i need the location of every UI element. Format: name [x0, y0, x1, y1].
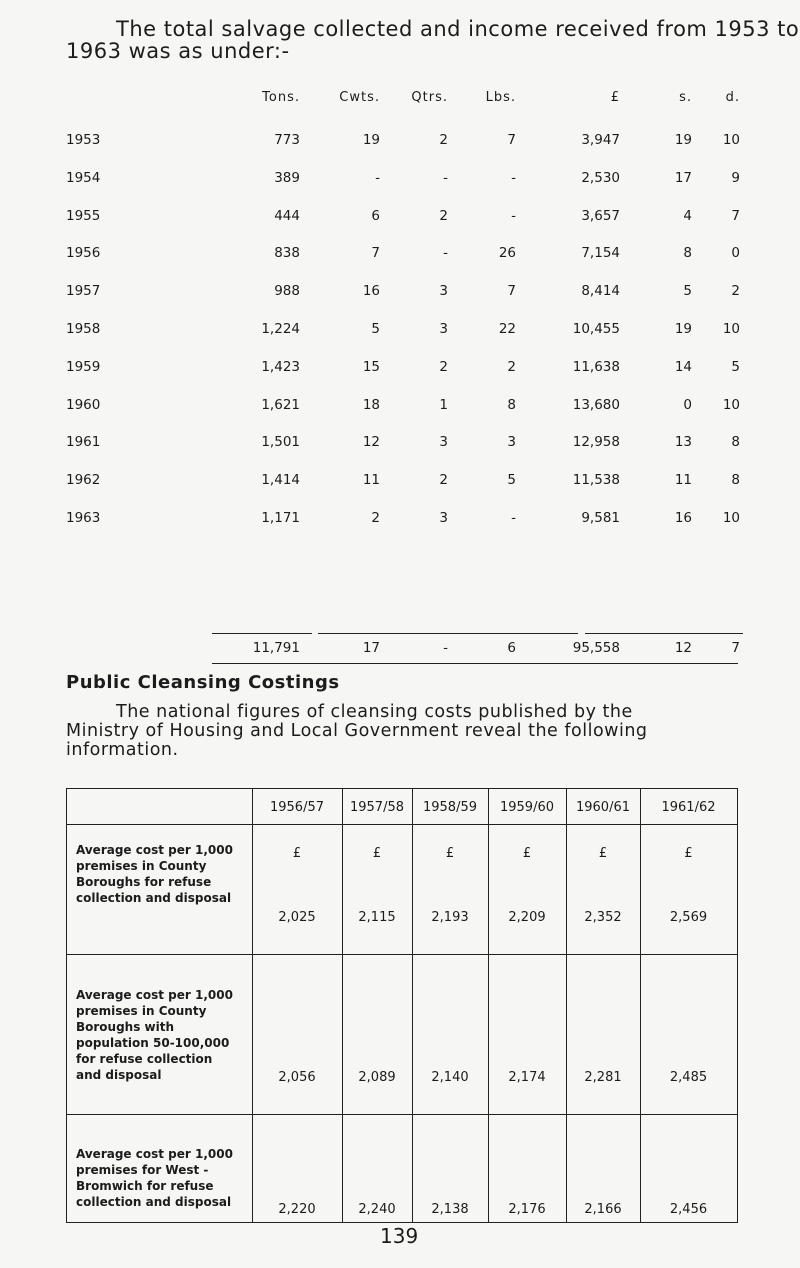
salvage-cell: 3: [439, 321, 448, 337]
cost-value: 2,193: [431, 910, 469, 925]
cost-value: 2,176: [508, 1202, 546, 1217]
salvage-cell: 7: [731, 207, 740, 224]
header-tons: Tons.: [262, 90, 300, 105]
salvage-cell: 7,154: [581, 245, 620, 262]
salvage-cell: 1,414: [261, 472, 300, 489]
cost-header-year: 1961/62: [661, 800, 716, 815]
salvage-cell: -: [511, 510, 516, 526]
salvage-cell: 3,657: [581, 207, 620, 224]
salvage-cell: -: [511, 207, 516, 224]
salvage-cell: 7: [507, 132, 516, 148]
pound-sign: £: [522, 846, 532, 861]
salvage-cell: 3,947: [581, 132, 620, 148]
salvage-year: 1954: [66, 169, 101, 186]
cost-value: 2,115: [358, 910, 396, 925]
grid-bottom: [66, 1222, 738, 1223]
salvage-cell: 8,414: [581, 283, 620, 300]
salvage-cell: 2: [507, 358, 516, 375]
salvage-cell: 9: [731, 169, 740, 186]
intro-line-1: The total salvage collected and income received from 1953 to: [116, 17, 800, 41]
salvage-cell: 11: [674, 472, 692, 489]
salvage-cell: 9,581: [581, 510, 620, 526]
salvage-total-cell: 17: [362, 640, 380, 656]
salvage-cell: 444: [274, 207, 300, 224]
total-underline: [212, 663, 738, 664]
salvage-total-cell: 6: [507, 640, 516, 656]
salvage-year: 1959: [66, 358, 101, 375]
salvage-cell: 0: [731, 245, 740, 262]
cost-value: 2,174: [508, 1070, 546, 1085]
grid-right: [737, 788, 738, 1223]
pound-sign: £: [372, 846, 382, 861]
grid-top: [66, 788, 738, 789]
intro-line-2: 1963 was as under:-: [66, 39, 290, 63]
salvage-total-cell: -: [443, 640, 448, 656]
salvage-year: 1961: [66, 434, 101, 451]
salvage-year: 1958: [66, 321, 101, 337]
pound-sign: £: [598, 846, 608, 861]
salvage-cell: -: [443, 245, 448, 262]
total-rule-money: [585, 633, 743, 634]
salvage-cell: 18: [362, 396, 380, 413]
cost-value: 2,138: [431, 1202, 469, 1217]
pound-sign: £: [684, 846, 693, 861]
salvage-cell: 22: [498, 321, 516, 337]
cost-value: 2,025: [278, 910, 316, 925]
salvage-cell: 773: [274, 132, 300, 148]
salvage-cell: 13,680: [572, 396, 620, 413]
cost-value: 2,140: [431, 1070, 469, 1085]
salvage-cell: 1: [439, 396, 448, 413]
para-line-1: The national figures of cleansing costs published by the: [116, 702, 633, 722]
salvage-cell: 389: [274, 169, 300, 186]
cost-header-year: 1959/60: [499, 800, 554, 815]
section-title: Public Cleansing Costings: [66, 672, 340, 693]
salvage-cell: 8: [731, 434, 740, 451]
header-qtrs: Qtrs.: [411, 90, 448, 105]
salvage-cell: -: [443, 169, 448, 186]
salvage-year: 1956: [66, 245, 101, 262]
header-cwts: Cwts.: [339, 90, 380, 105]
salvage-cell: 2: [439, 207, 448, 224]
salvage-cell: 6: [371, 207, 380, 224]
cost-header-year: 1956/57: [269, 800, 324, 815]
salvage-year: 1963: [66, 510, 101, 526]
salvage-cell: 838: [274, 245, 300, 262]
salvage-cell: 3: [439, 434, 448, 451]
pound-sign: £: [445, 846, 455, 861]
salvage-cell: 10: [722, 321, 740, 337]
grid-row2-rule: [66, 1114, 738, 1115]
salvage-cell: 19: [362, 132, 380, 148]
salvage-cell: 19: [674, 321, 692, 337]
salvage-cell: 2: [371, 510, 380, 526]
cost-value: 2,240: [358, 1202, 396, 1217]
salvage-cell: 11,538: [572, 472, 620, 489]
salvage-cell: 7: [371, 245, 380, 262]
salvage-cell: 10: [722, 510, 740, 526]
salvage-cell: 1,621: [261, 396, 300, 413]
salvage-cell: 8: [507, 396, 516, 413]
salvage-cell: 26: [498, 245, 516, 262]
total-rule-mid: [318, 633, 578, 634]
page-number: 139: [380, 1224, 419, 1248]
cost-header-year: 1960/61: [575, 800, 630, 815]
salvage-cell: 2,530: [581, 169, 620, 186]
salvage-cell: 10: [722, 396, 740, 413]
salvage-cell: 8: [683, 245, 692, 262]
salvage-cell: -: [511, 169, 516, 186]
salvage-cell: 5: [507, 472, 516, 489]
cost-header-year: 1958/59: [422, 800, 477, 815]
cost-value: 2,352: [584, 910, 622, 925]
salvage-cell: 4: [683, 207, 692, 224]
para-line-3: information.: [66, 740, 179, 760]
salvage-cell: 17: [674, 169, 692, 186]
salvage-total-cell: 7: [731, 640, 740, 656]
salvage-cell: 15: [362, 358, 380, 375]
cost-value: 2,220: [278, 1202, 316, 1217]
salvage-cell: 2: [731, 283, 740, 300]
cost-value: 2,089: [358, 1070, 396, 1085]
salvage-cell: 12,958: [572, 434, 620, 451]
salvage-cell: 2: [439, 472, 448, 489]
salvage-cell: 11: [362, 472, 380, 489]
para-line-2: Ministry of Housing and Local Government reveal the following: [66, 721, 648, 741]
salvage-cell: 0: [683, 396, 692, 413]
cost-value: 2,569: [669, 910, 708, 925]
salvage-cell: 1,501: [261, 434, 300, 451]
cost-header-year: 1957/58: [349, 800, 404, 815]
salvage-year: 1960: [66, 396, 101, 413]
salvage-total-cell: 12: [674, 640, 692, 656]
salvage-total-cell: 11,791: [252, 640, 300, 656]
salvage-year: 1955: [66, 207, 101, 224]
salvage-cell: 10,455: [572, 321, 620, 337]
header-pounds: £: [610, 90, 620, 105]
salvage-cell: 3: [439, 510, 448, 526]
salvage-cell: 3: [439, 283, 448, 300]
salvage-cell: 3: [507, 434, 516, 451]
salvage-total-cell: 95,558: [572, 640, 620, 656]
grid-row1-rule: [66, 954, 738, 955]
cost-row-label: Average cost per 1,000 premises in County Boroughs for refuse collection and disposal: [76, 843, 233, 905]
salvage-cell: 1,224: [261, 321, 300, 337]
salvage-year: 1953: [66, 132, 101, 148]
pound-sign: £: [292, 846, 302, 861]
salvage-cell: -: [375, 169, 380, 186]
salvage-cell: 5: [731, 358, 740, 375]
salvage-year: 1957: [66, 283, 101, 300]
header-lbs: Lbs.: [485, 90, 516, 105]
header-pence: d.: [725, 90, 740, 105]
cost-row-label: Average cost per 1,000 premises in County Boroughs with population 50-100,000 for refuse collection and disposal: [76, 988, 233, 1082]
grid-header-rule: [66, 824, 738, 825]
cost-value: 2,485: [669, 1070, 708, 1085]
salvage-cell: 5: [683, 283, 692, 300]
salvage-cell: 19: [674, 132, 692, 148]
salvage-cell: 988: [274, 283, 300, 300]
cost-row-label: Average cost per 1,000 premises for West - Bromwich for refuse collection and disposal: [76, 1147, 233, 1209]
salvage-cell: 14: [674, 358, 692, 375]
total-rule-tons: [212, 633, 312, 634]
salvage-cell: 16: [674, 510, 692, 526]
salvage-cell: 7: [507, 283, 516, 300]
salvage-cell: 10: [722, 132, 740, 148]
grid-left: [66, 788, 67, 1223]
salvage-cell: 11,638: [572, 358, 620, 375]
salvage-cell: 2: [439, 132, 448, 148]
cost-value: 2,209: [508, 910, 546, 925]
salvage-cell: 16: [362, 283, 380, 300]
salvage-cell: 5: [371, 321, 380, 337]
salvage-cell: 1,171: [261, 510, 300, 526]
salvage-year: 1962: [66, 472, 101, 489]
salvage-cell: 2: [439, 358, 448, 375]
costs-table: [66, 788, 738, 1224]
cost-value: 2,056: [278, 1070, 316, 1085]
header-shillings: s.: [679, 90, 692, 105]
cost-value: 2,166: [584, 1202, 622, 1217]
salvage-cell: 1,423: [261, 358, 300, 375]
cost-value: 2,456: [669, 1202, 708, 1217]
cost-value: 2,281: [584, 1070, 622, 1085]
salvage-cell: 8: [731, 472, 740, 489]
salvage-cell: 13: [674, 434, 692, 451]
salvage-cell: 12: [362, 434, 380, 451]
